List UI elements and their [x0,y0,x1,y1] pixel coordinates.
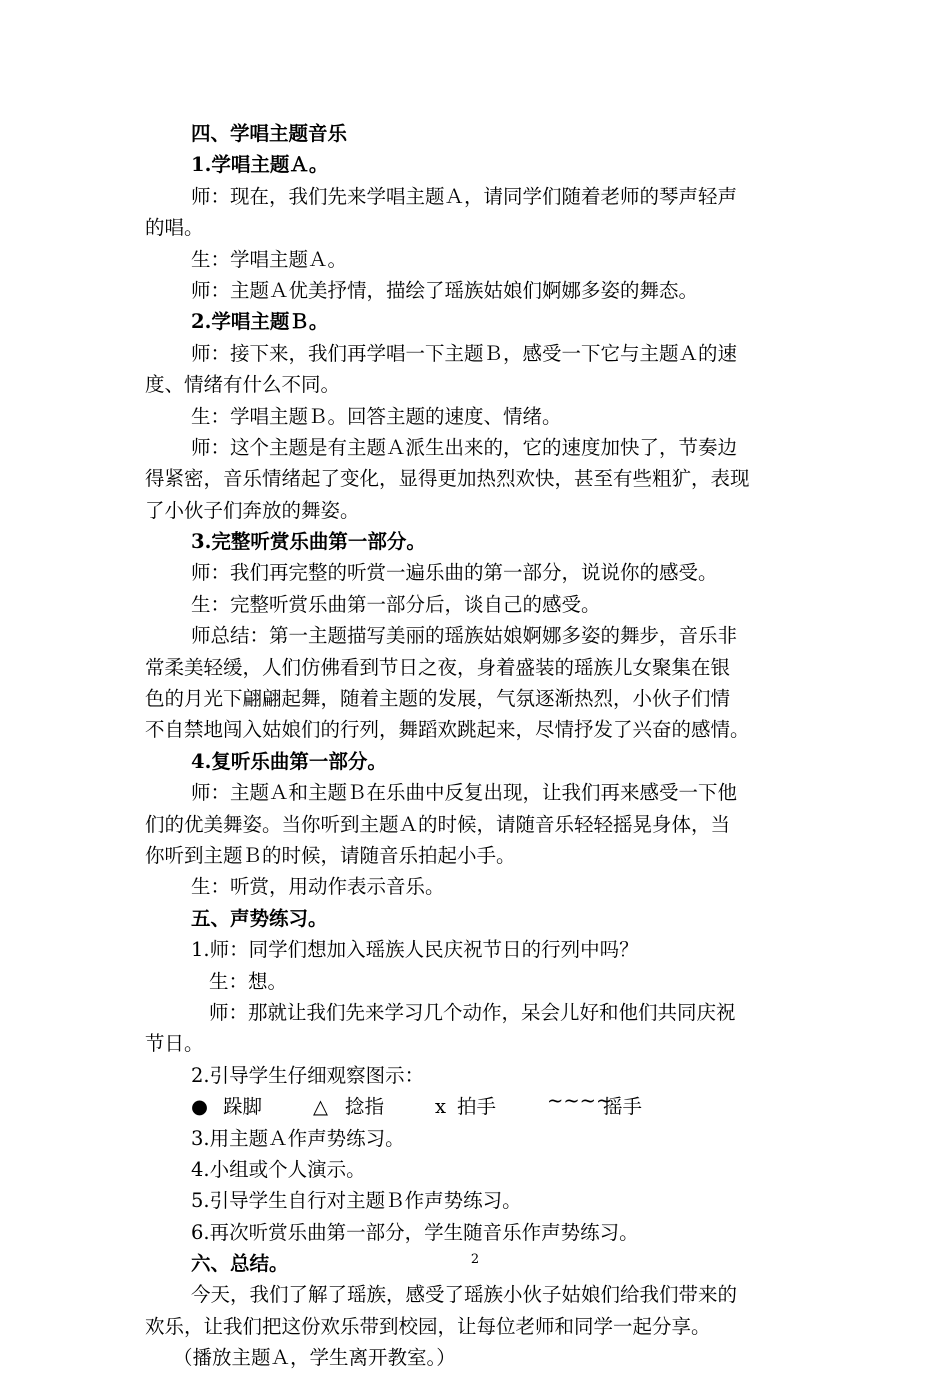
document-page [145,118,817,1374]
paragraph-line: 师：接下来，我们再学唱一下主题Ｂ，感受一下它与主题Ａ的速 [191,341,738,365]
paragraph-line: 生：完整听赏乐曲第一部分后，谈自己的感受。 [191,592,601,616]
paragraph-line: 师：现在，我们先来学唱主题Ａ，请同学们随着老师的琴声轻声 [191,184,738,208]
gesture-symbol-legend [145,1091,817,1122]
legend-mark-snap: △ [313,1095,328,1119]
document-body-continued [145,1123,817,1374]
legend-mark-wave: ~~~~ [547,1089,613,1113]
paragraph-line: 今天，我们了解了瑶族，感受了瑶族小伙子姑娘们给我们带来的 [191,1283,738,1307]
paragraph-line: 3.用主题Ａ作声势练习。 [191,1126,405,1150]
paragraph-line: 欢乐，让我们把这份欢乐带到校园，让每位老师和同学一起分享。 [145,1314,711,1338]
paragraph-line: 6.再次听赏乐曲第一部分，学生随音乐作声势练习。 [191,1220,639,1244]
paragraph-line: 生：学唱主题Ａ。 [191,247,348,271]
paragraph-line: 2.引导学生仔细观察图示： [191,1063,425,1087]
page-number: 2 [470,1252,480,1267]
paragraph-line: 节日。 [145,1032,204,1056]
section-heading: 四、学唱主题音乐 [191,122,348,145]
legend-label-snap: 捻指 [345,1095,385,1119]
paragraph-line: 5.引导学生自行对主题Ｂ作声势练习。 [191,1189,522,1213]
paragraph-line: 1.师：同学们想加入瑶族人民庆祝节日的行列中吗？ [191,938,639,962]
legend-label-stomp: 跺脚 [223,1095,263,1119]
section-heading: 六、总结。 [191,1252,289,1276]
paragraph-line: 师：那就让我们先来学习几个动作，呆会儿好和他们共同庆祝 [209,1000,736,1024]
section-heading: 4.复听乐曲第一部分。 [191,749,387,773]
paragraph-line: 们的优美舞姿。当你听到主题Ａ的时候，请随音乐轻轻摇晃身体，当 [145,812,731,836]
paragraph-line: 师：主题Ａ和主题Ｂ在乐曲中反复出现，让我们再来感受一下他 [191,781,738,805]
paragraph-line: 生：想。 [209,969,288,993]
paragraph-line: 不自禁地闯入姑娘们的行列，舞蹈欢跳起来，尽情抒发了兴奋的感情。 [145,718,750,742]
paragraph-line: （播放主题Ａ，学生离开教室。） [173,1346,456,1370]
section-heading: 2.学唱主题Ｂ。 [191,310,329,334]
paragraph-line: 度、情绪有什么不同。 [145,373,341,397]
paragraph-line: 师：主题Ａ优美抒情，描绘了瑶族姑娘们婀娜多姿的舞态。 [191,278,699,302]
paragraph-line: 的唱。 [145,216,204,240]
section-heading: 五、声势练习。 [191,906,328,930]
paragraph-line: 得紧密，音乐情绪起了变化，显得更加热烈欢快，甚至有些粗犷，表现 [145,467,750,491]
legend-label-clap: 拍手 [457,1095,497,1119]
paragraph-line: 师：我们再完整的听赏一遍乐曲的第一部分，说说你的感受。 [191,561,718,585]
section-heading: 3.完整听赏乐曲第一部分。 [191,530,426,554]
paragraph-line: 常柔美轻缓，人们仿佛看到节日之夜，身着盛装的瑶族儿女聚集在银 [145,655,731,679]
paragraph-line: 生：听赏，用动作表示音乐。 [191,875,445,899]
paragraph-line: 4.小组或个人演示。 [191,1157,366,1181]
legend-mark-stomp: ● [191,1095,209,1119]
paragraph-line: 师总结：第一主题描写美丽的瑶族姑娘婀娜多姿的舞步，音乐非 [191,624,738,648]
paragraph-line: 师：这个主题是有主题Ａ派生出来的，它的速度加快了，节奏边 [191,435,738,459]
legend-label-wave: 摇手 [603,1095,643,1119]
paragraph-line: 了小伙子们奔放的舞姿。 [145,498,360,522]
paragraph-line: 你听到主题Ｂ的时候，请随音乐拍起小手。 [145,843,516,867]
legend-mark-clap: x [435,1095,446,1119]
paragraph-line: 生：学唱主题Ｂ。回答主题的速度、情绪。 [191,404,562,428]
section-heading: 1.学唱主题Ａ。 [191,153,329,177]
paragraph-line: 色的月光下翩翩起舞，随着主题的发展，气氛逐渐热烈，小伙子们情 [145,687,731,711]
document-body [145,118,817,1091]
